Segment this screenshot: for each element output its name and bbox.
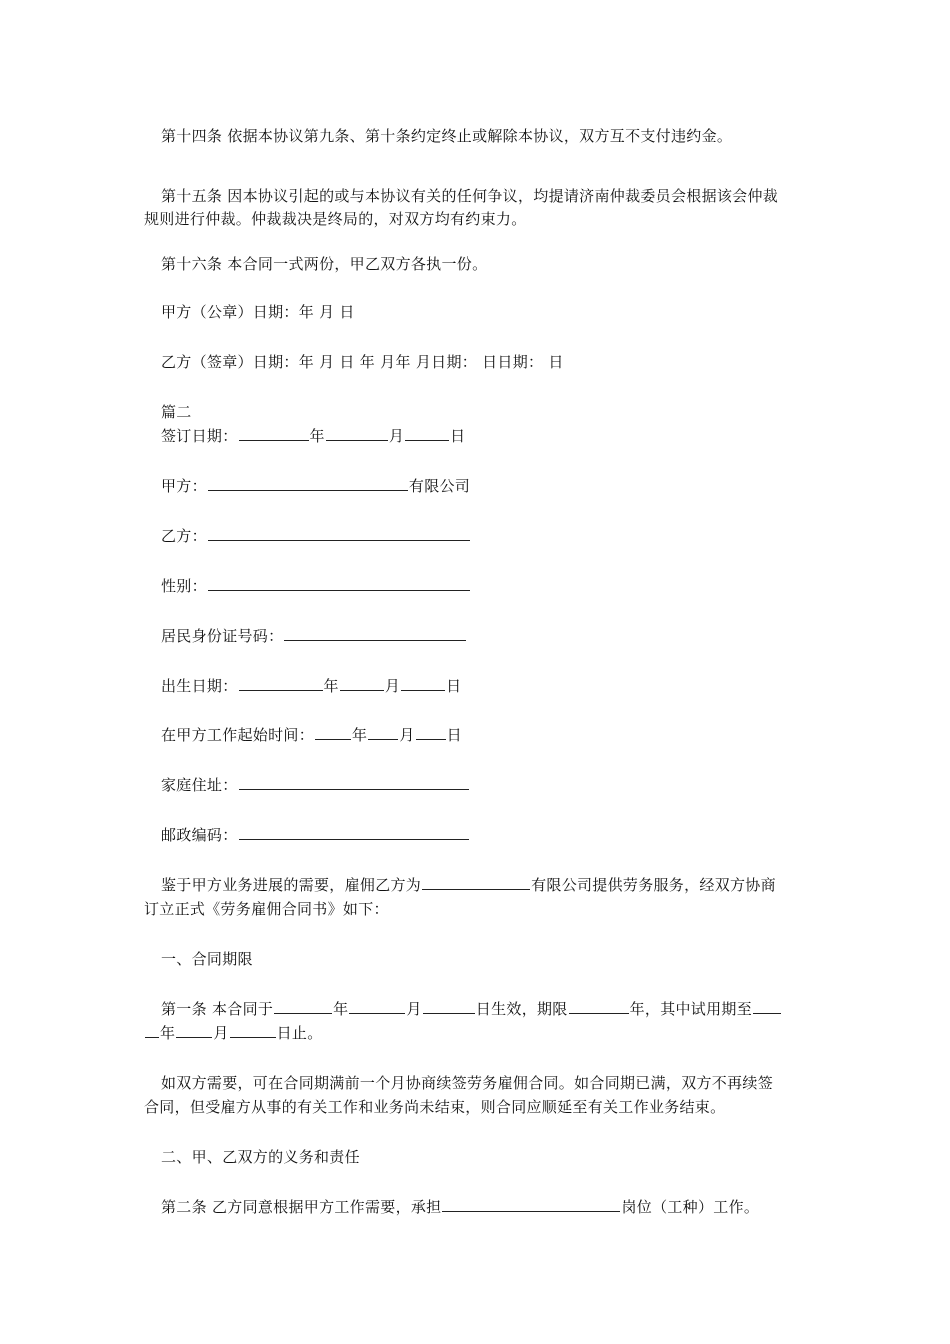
party-b-signature-line: 乙方（签章）日期：年 月 日 年 月年 月日期： 日日期： 日 xyxy=(161,353,564,371)
intro-text-2: 有限公司提供劳务服务，经双方协商 xyxy=(531,876,776,894)
day-label: 日 xyxy=(446,726,462,744)
heading-contract-term: 一、合同期限 xyxy=(161,950,253,968)
start-date-label: 在甲方工作起始时间： xyxy=(161,726,315,744)
term-years-blank[interactable] xyxy=(569,997,629,1014)
heading-obligations: 二、甲、乙双方的义务和责任 xyxy=(161,1148,360,1166)
article-14: 第十四条 依据本协议第九条、第十条约定终止或解除本协议，双方互不支付违约金。 xyxy=(161,127,733,145)
article-15-line-1: 第十五条 因本协议引起的或与本协议有关的任何争议，均提请济南仲裁委员会根据该会仲裁 xyxy=(161,187,779,205)
article-1-line-1 xyxy=(144,997,831,1022)
postcode-row xyxy=(144,823,831,848)
party-a-row xyxy=(144,474,831,499)
start-day-blank[interactable] xyxy=(416,723,446,740)
effective-month-blank[interactable] xyxy=(349,997,405,1014)
probation-day-blank[interactable] xyxy=(230,1021,276,1038)
position-blank[interactable] xyxy=(442,1195,620,1212)
year-label: 年 xyxy=(352,726,368,744)
id-number-label: 居民身份证号码： xyxy=(161,627,284,645)
party-a-name-blank[interactable] xyxy=(208,474,408,491)
effective-year-blank[interactable] xyxy=(274,997,332,1014)
article-1-line-2 xyxy=(144,1021,814,1046)
day-label: 日 xyxy=(446,677,462,695)
article-2 xyxy=(144,1195,831,1220)
month-label: 月 xyxy=(399,726,415,744)
address-row xyxy=(144,773,831,798)
company-name-blank[interactable] xyxy=(422,873,530,890)
term-text: 日生效，期限 xyxy=(475,1000,568,1018)
start-date-row xyxy=(144,723,831,748)
birth-month-blank[interactable] xyxy=(340,674,384,691)
section-title: 篇二 xyxy=(161,403,192,421)
address-label: 家庭住址： xyxy=(161,776,238,794)
party-a-suffix: 有限公司 xyxy=(408,477,471,495)
probation-month-blank[interactable] xyxy=(176,1021,212,1038)
month-label: 月 xyxy=(388,427,405,445)
party-b-row xyxy=(144,524,831,549)
article-2-text-1: 第二条 乙方同意根据甲方工作需要，承担 xyxy=(161,1198,442,1216)
intro-line-1 xyxy=(144,873,831,898)
party-b-label: 乙方： xyxy=(161,527,207,545)
probation-year-blank[interactable] xyxy=(145,1021,159,1038)
start-month-blank[interactable] xyxy=(368,723,398,740)
day-label: 日 xyxy=(450,427,466,445)
year-label: 年 xyxy=(309,427,325,445)
article-1-end-text: 日止。 xyxy=(276,1024,323,1042)
sign-date-day-blank[interactable] xyxy=(405,424,449,441)
party-a-label: 甲方： xyxy=(161,477,207,495)
postcode-label: 邮政编码： xyxy=(161,826,238,844)
month-label: 月 xyxy=(384,677,401,695)
postcode-blank[interactable] xyxy=(239,823,469,840)
id-number-row xyxy=(144,624,831,649)
birth-year-blank[interactable] xyxy=(239,674,323,691)
address-blank[interactable] xyxy=(239,773,469,790)
probation-text: 年，其中试用期至 xyxy=(629,1000,753,1018)
gender-label: 性别： xyxy=(161,577,207,595)
month-label: 月 xyxy=(213,1024,229,1042)
article-1-text: 第一条 本合同于 xyxy=(161,1000,274,1018)
year-label: 年 xyxy=(160,1024,176,1042)
birth-date-label: 出生日期： xyxy=(161,677,238,695)
sign-date-row xyxy=(144,424,831,449)
year-label: 年 xyxy=(323,677,339,695)
year-label: 年 xyxy=(333,1000,349,1018)
sign-date-month-blank[interactable] xyxy=(326,424,388,441)
birth-day-blank[interactable] xyxy=(401,674,445,691)
gender-blank[interactable] xyxy=(208,574,470,591)
month-label: 月 xyxy=(406,1000,422,1018)
intro-text-1: 鉴于甲方业务进展的需要，雇佣乙方为 xyxy=(161,876,422,894)
intro-line-2: 订立正式《劳务雇佣合同书》如下： xyxy=(144,900,389,918)
probation-year-blank-part[interactable] xyxy=(753,997,781,1014)
renewal-line-2: 合同，但受雇方从事的有关工作和业务尚未结束，则合同应顺延至有关工作业务结束。 xyxy=(144,1098,726,1116)
article-16: 第十六条 本合同一式两份，甲乙双方各执一份。 xyxy=(161,255,488,273)
article-2-text-2: 岗位（工种）工作。 xyxy=(621,1198,760,1216)
renewal-line-1: 如双方需要，可在合同期满前一个月协商续签劳务雇佣合同。如合同期已满，双方不再续签 xyxy=(161,1074,774,1092)
gender-row xyxy=(144,574,831,599)
birth-date-row xyxy=(144,674,831,699)
party-a-signature-line: 甲方（公章）日期：年 月 日 xyxy=(161,303,355,321)
party-b-name-blank[interactable] xyxy=(208,524,470,541)
sign-date-year-blank[interactable] xyxy=(239,424,309,441)
effective-day-blank[interactable] xyxy=(423,997,475,1014)
sign-date-label: 签订日期： xyxy=(161,427,238,445)
id-number-blank[interactable] xyxy=(284,624,466,641)
article-15-line-2: 规则进行仲裁。仲裁裁决是终局的，对双方均有约束力。 xyxy=(144,210,527,228)
start-year-blank[interactable] xyxy=(315,723,351,740)
